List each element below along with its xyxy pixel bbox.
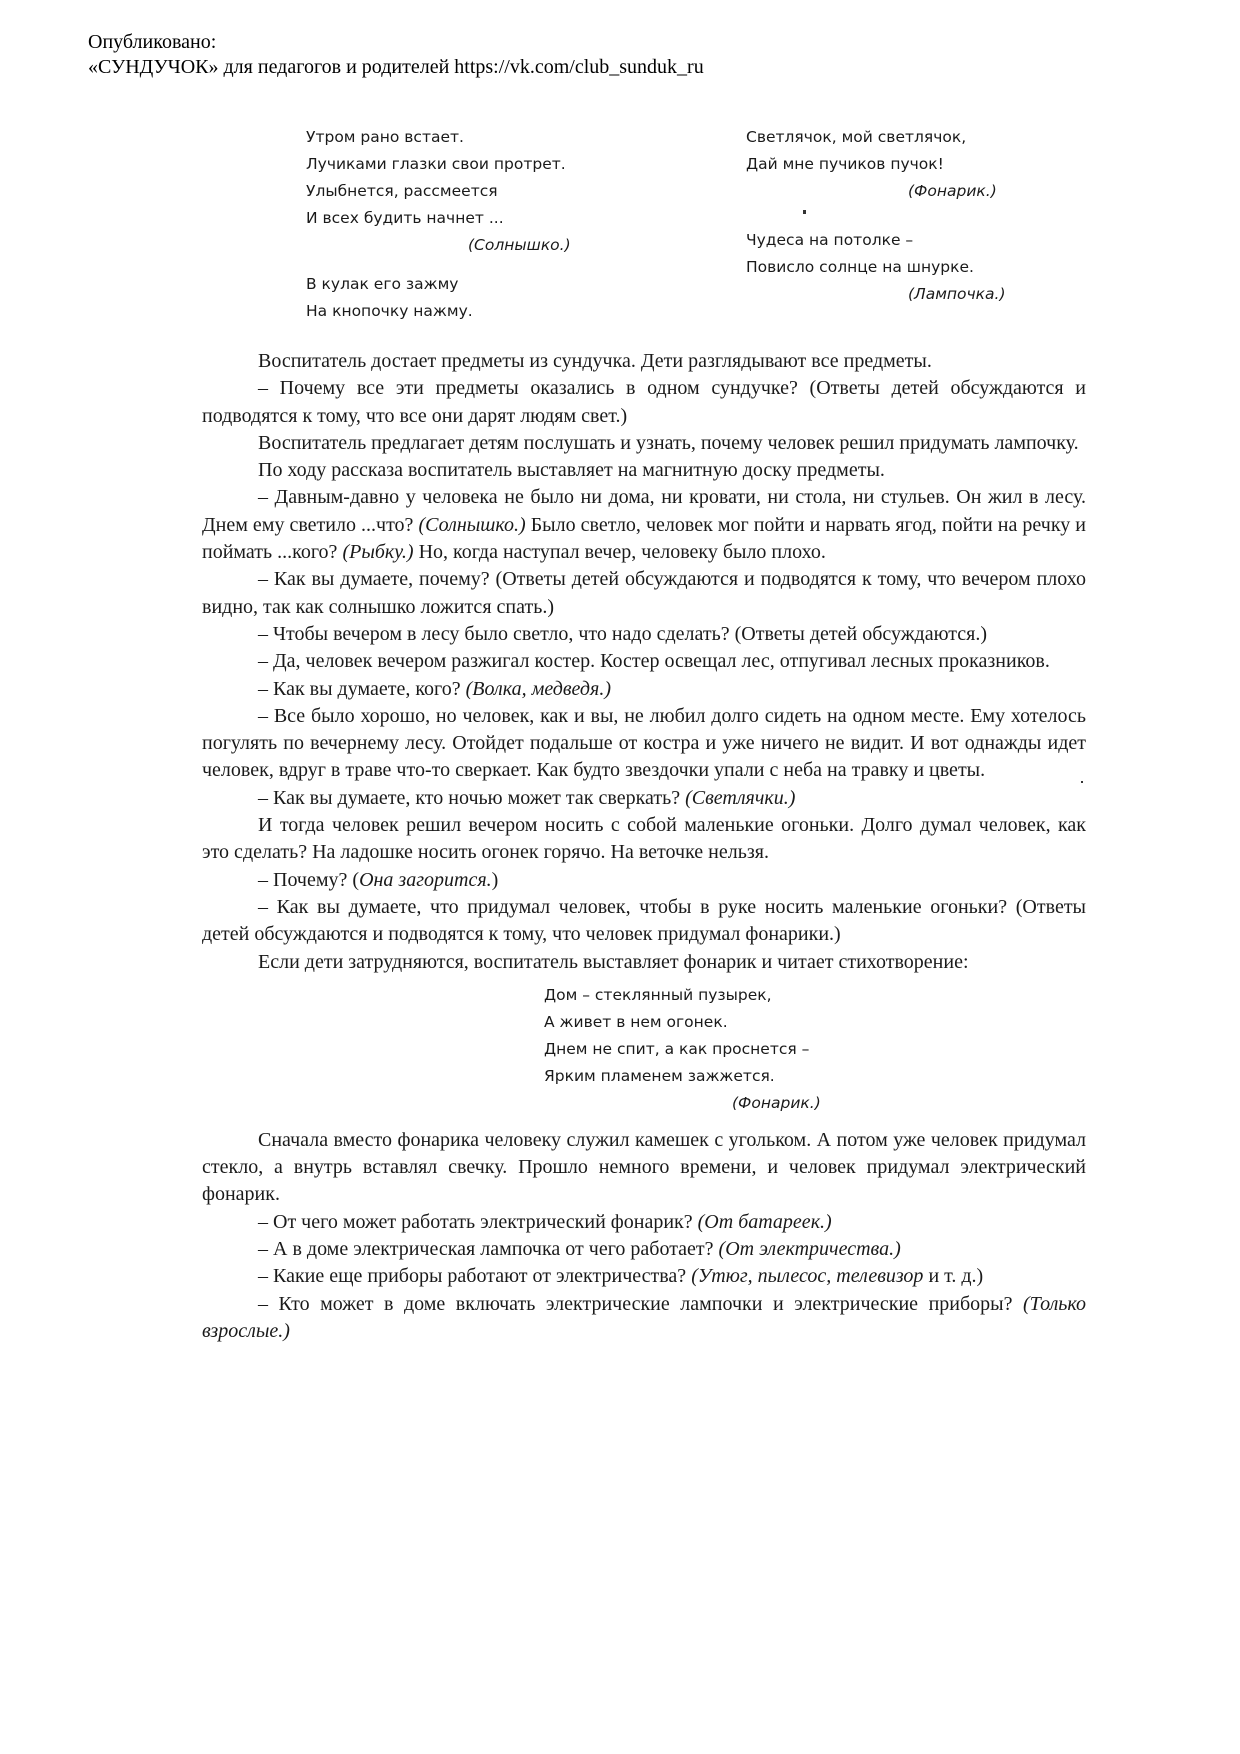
child-answer: (Волка, медведя.) [465, 677, 611, 700]
published-label: Опубликовано: [88, 31, 217, 53]
paragraph: – Давным-давно у человека не было ни дома, ни кровати, ни стола, ни стульев. Он жил в лесу. Днем ему светило ...что? (Солнышко.) Было светло, человек мог пойти и нарвать ягод, пойти на речку и поймать ...кого? (Рыбку.) Но, когда наступал вечер, человеку было плохо. [202, 486, 1086, 564]
paragraph: – А в доме электрическая лампочка от чего работает? (От электричества.) [258, 1238, 901, 1261]
paragraph: Воспитатель предлагает детям послушать и узнать, почему человек решил придумать лампочку. [258, 431, 1079, 454]
paragraph: – Кто может в доме включать электрические лампочки и электрические приборы? (Только взрослые.) [202, 1292, 1086, 1342]
scan-speck [803, 210, 806, 214]
publisher-line: «СУНДУЧОК» для педагогов и родителей https://vk.com/club_sunduk_ru [88, 56, 704, 78]
paragraph: – От чего может работать электрический фонарик? (От батареек.) [258, 1210, 832, 1233]
poem-line: Повисло солнце на шнурке. [746, 258, 974, 276]
poem-line: Днем не спит, а как проснется – [544, 1039, 810, 1058]
child-answer: (Светлячки.) [685, 786, 796, 809]
paragraph: И тогда человек решил вечером носить с собой маленькие огоньки. Долго думал человек, как это сделать? На ладошке носить огонек горячо. На веточке нельзя. [202, 814, 1086, 864]
child-answer: (От электричества.) [718, 1238, 901, 1261]
riddle-answer: (Солнышко.) [468, 236, 571, 254]
paragraph: По ходу рассказа воспитатель выставляет на магнитную доску предметы. [258, 459, 885, 482]
paragraph: Сначала вместо фонарика человеку служил камешек с угольком. А потом уже человек придумал стекло, а внутрь вставлял свечку. Прошло немного времени, и человек придумал электрический фонарик. [202, 1128, 1086, 1206]
stanza-gap [306, 259, 571, 271]
riddle-answer: (Фонарик.) [732, 1093, 821, 1112]
paragraph: – Как вы думаете, что придумал человек, чтобы в руке носить маленькие огоньки? (Ответы детей обсуждаются и подводятся к тому, что человек придумал фонарики.) [202, 895, 1086, 946]
poem-line: И всех будить начнет ... [306, 209, 504, 227]
riddle-answer: (Фонарик.) [908, 182, 997, 200]
paragraph: – Чтобы вечером в лесу было светло, что надо сделать? (Ответы детей обсуждаются.) [258, 622, 988, 645]
poem-line: На кнопочку нажму. [306, 302, 473, 320]
paragraph: Если дети затрудняются, воспитатель выставляет фонарик и читает стихотворение: [258, 950, 969, 973]
paragraph: – Почему все эти предметы оказались в одном сундучке? (Ответы детей обсуждаются и подводятся к тому, что все они дарят людям свет.) [202, 377, 1086, 427]
poem-line: Дом – стеклянный пузырек, [544, 985, 772, 1004]
paragraph: Воспитатель достает предметы из сундучка. Дети разглядывают все предметы. [258, 350, 932, 372]
paragraph: – Да, человек вечером разжигал костер. Костер освещал лес, отпугивал лесных проказников. [258, 650, 1050, 673]
poem-line: Утром рано встает. [306, 128, 464, 146]
lantern-poem [202, 982, 1086, 1117]
poem-line: Лучиками глазки свои протрет. [306, 155, 566, 173]
riddles-right-column [746, 124, 1006, 308]
child-answer: (Только взрослые.) [202, 1292, 1086, 1342]
child-answer: Она загорится. [359, 868, 492, 891]
paragraph: – Почему? (Она загорится.) [258, 868, 499, 891]
child-answer: (От батареек.) [697, 1210, 832, 1233]
poem-line: В кулак его зажму [306, 275, 459, 293]
paragraph: – Как вы думаете, кого? (Волка, медведя.) [258, 677, 611, 700]
paragraph: – Как вы думаете, кто ночью может так сверкать? (Светлячки.) [258, 786, 796, 809]
riddles-left-column [306, 124, 571, 325]
poem-line: Светлячок, мой светлячок, [746, 128, 967, 146]
lesson-body [202, 348, 1086, 1345]
poem-line: А живет в нем огонек. [544, 1012, 728, 1031]
paragraph: – Все было хорошо, но человек, как и вы, не любил долго сидеть на одном месте. Ему хотелось погулять по вечернему лесу. Отойдет подальше от костра и уже ничего не видит. И вот однажды идет человек, вдруг в траве что-то сверкает. Как будто звездочки упали с неба на травку и цветы. [202, 704, 1086, 782]
publication-header [88, 30, 704, 80]
child-answer: (Солнышко.) [418, 513, 526, 536]
poem-line: Чудеса на потолке – [746, 231, 914, 249]
stanza-gap [746, 205, 1006, 227]
paragraph: – Как вы думаете, почему? (Ответы детей обсуждаются и подводятся к тому, что вечером плохо видно, так как солнышко ложится спать.) [202, 568, 1086, 618]
child-answer: (Рыбку.) [342, 541, 414, 564]
poem-line: Дай мне пучиков пучок! [746, 155, 944, 173]
paragraph: – Какие еще приборы работают от электричества? (Утюг, пылесос, телевизор и т. д.) [258, 1265, 984, 1288]
poem-line: Ярким пламенем зажжется. [544, 1066, 775, 1085]
riddle-answer: (Лампочка.) [908, 285, 1006, 303]
child-answer: (Утюг, пылесос, телевизор [691, 1265, 924, 1288]
poem-line: Улыбнется, рассмеется [306, 182, 498, 200]
